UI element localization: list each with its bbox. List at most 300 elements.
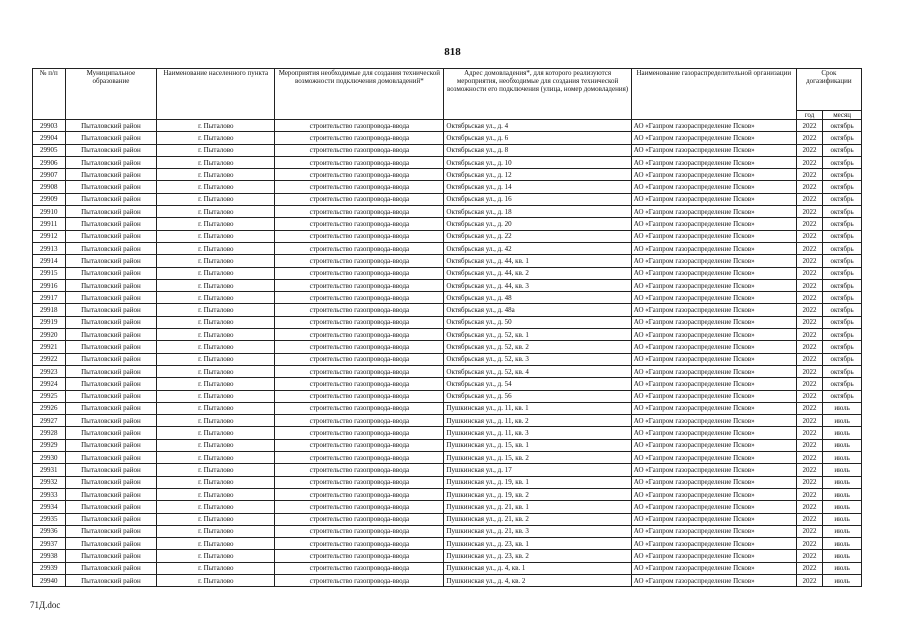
header-address: Адрес домовладения*, для которого реализуются мероприятия, необходимые для создания технической возможности его подключения (улица, номер домовладения) [444, 69, 631, 120]
cell-address: Пушкинская ул., д. 21, кв. 3 [444, 525, 631, 537]
cell-num: 29917 [33, 292, 66, 304]
cell-measure: строительство газопровода-ввода [275, 378, 444, 390]
cell-num: 29905 [33, 144, 66, 156]
table-row [33, 181, 862, 193]
table-row [33, 255, 862, 267]
cell-municipality: Пыталовский район [65, 378, 157, 390]
cell-organization: АО «Газпром газораспределение Псков» [631, 390, 796, 402]
cell-settlement: г. Пыталово [157, 513, 275, 525]
table-row [33, 169, 862, 181]
cell-year: 2022 [796, 242, 822, 254]
cell-address: Октябрьская ул., д. 8 [444, 144, 631, 156]
cell-measure: строительство газопровода-ввода [275, 488, 444, 500]
cell-measure: строительство газопровода-ввода [275, 267, 444, 279]
cell-municipality: Пыталовский район [65, 452, 157, 464]
cell-month: октябрь [823, 242, 862, 254]
cell-year: 2022 [796, 206, 822, 218]
cell-num: 29906 [33, 156, 66, 168]
table-row [33, 120, 862, 132]
table-row [33, 476, 862, 488]
cell-year: 2022 [796, 218, 822, 230]
cell-month: октябрь [823, 132, 862, 144]
cell-settlement: г. Пыталово [157, 341, 275, 353]
cell-municipality: Пыталовский район [65, 206, 157, 218]
cell-measure: строительство газопровода-ввода [275, 169, 444, 181]
cell-settlement: г. Пыталово [157, 267, 275, 279]
cell-year: 2022 [796, 353, 822, 365]
cell-measure: строительство газопровода-ввода [275, 181, 444, 193]
cell-year: 2022 [796, 193, 822, 205]
cell-month: октябрь [823, 206, 862, 218]
cell-measure: строительство газопровода-ввода [275, 439, 444, 451]
cell-municipality: Пыталовский район [65, 230, 157, 242]
cell-measure: строительство газопровода-ввода [275, 402, 444, 414]
cell-num: 29930 [33, 452, 66, 464]
cell-num: 29925 [33, 390, 66, 402]
cell-settlement: г. Пыталово [157, 329, 275, 341]
cell-address: Октябрьская ул., д. 54 [444, 378, 631, 390]
cell-year: 2022 [796, 476, 822, 488]
table-row [33, 292, 862, 304]
header-num: № п/п [33, 69, 66, 120]
cell-measure: строительство газопровода-ввода [275, 464, 444, 476]
cell-settlement: г. Пыталово [157, 550, 275, 562]
cell-municipality: Пыталовский район [65, 402, 157, 414]
cell-organization: АО «Газпром газораспределение Псков» [631, 267, 796, 279]
cell-municipality: Пыталовский район [65, 415, 157, 427]
cell-measure: строительство газопровода-ввода [275, 538, 444, 550]
cell-municipality: Пыталовский район [65, 304, 157, 316]
cell-month: июль [823, 562, 862, 574]
cell-measure: строительство газопровода-ввода [275, 415, 444, 427]
table-row [33, 562, 862, 574]
cell-organization: АО «Газпром газораспределение Псков» [631, 538, 796, 550]
cell-num: 29931 [33, 464, 66, 476]
table-body [33, 120, 862, 587]
table-row [33, 513, 862, 525]
cell-municipality: Пыталовский район [65, 476, 157, 488]
cell-municipality: Пыталовский район [65, 316, 157, 328]
cell-month: октябрь [823, 144, 862, 156]
table-row [33, 501, 862, 513]
cell-num: 29926 [33, 402, 66, 414]
cell-organization: АО «Газпром газораспределение Псков» [631, 120, 796, 132]
cell-year: 2022 [796, 562, 822, 574]
cell-month: октябрь [823, 218, 862, 230]
cell-year: 2022 [796, 267, 822, 279]
cell-month: октябрь [823, 279, 862, 291]
cell-organization: АО «Газпром газораспределение Псков» [631, 292, 796, 304]
cell-address: Пушкинская ул., д. 15, кв. 1 [444, 439, 631, 451]
cell-settlement: г. Пыталово [157, 169, 275, 181]
cell-month: октябрь [823, 193, 862, 205]
cell-municipality: Пыталовский район [65, 169, 157, 181]
table-row [33, 378, 862, 390]
cell-municipality: Пыталовский район [65, 156, 157, 168]
cell-address: Пушкинская ул., д. 19, кв. 1 [444, 476, 631, 488]
cell-month: октябрь [823, 365, 862, 377]
cell-organization: АО «Газпром газораспределение Псков» [631, 169, 796, 181]
cell-organization: АО «Газпром газораспределение Псков» [631, 378, 796, 390]
cell-measure: строительство газопровода-ввода [275, 452, 444, 464]
table-row [33, 279, 862, 291]
cell-settlement: г. Пыталово [157, 132, 275, 144]
cell-num: 29922 [33, 353, 66, 365]
cell-address: Пушкинская ул., д. 4, кв. 1 [444, 562, 631, 574]
cell-measure: строительство газопровода-ввода [275, 525, 444, 537]
cell-measure: строительство газопровода-ввода [275, 316, 444, 328]
cell-month: июль [823, 513, 862, 525]
cell-municipality: Пыталовский район [65, 181, 157, 193]
document-filename: 71Д.doc [30, 600, 61, 610]
table-row [33, 193, 862, 205]
header-month: месяц [823, 111, 862, 120]
cell-num: 29939 [33, 562, 66, 574]
cell-month: октябрь [823, 341, 862, 353]
cell-num: 29940 [33, 574, 66, 586]
cell-municipality: Пыталовский район [65, 562, 157, 574]
table-row [33, 574, 862, 586]
cell-measure: строительство газопровода-ввода [275, 562, 444, 574]
cell-municipality: Пыталовский район [65, 242, 157, 254]
cell-settlement: г. Пыталово [157, 156, 275, 168]
cell-address: Октябрьская ул., д. 6 [444, 132, 631, 144]
cell-year: 2022 [796, 365, 822, 377]
cell-settlement: г. Пыталово [157, 562, 275, 574]
cell-municipality: Пыталовский район [65, 255, 157, 267]
cell-settlement: г. Пыталово [157, 144, 275, 156]
cell-month: октябрь [823, 353, 862, 365]
cell-settlement: г. Пыталово [157, 292, 275, 304]
cell-municipality: Пыталовский район [65, 218, 157, 230]
table-row [33, 402, 862, 414]
cell-num: 29903 [33, 120, 66, 132]
table-row [33, 452, 862, 464]
cell-settlement: г. Пыталово [157, 427, 275, 439]
cell-settlement: г. Пыталово [157, 242, 275, 254]
cell-organization: АО «Газпром газораспределение Псков» [631, 255, 796, 267]
cell-num: 29920 [33, 329, 66, 341]
cell-organization: АО «Газпром газораспределение Псков» [631, 144, 796, 156]
cell-num: 29915 [33, 267, 66, 279]
cell-address: Пушкинская ул., д. 23, кв. 2 [444, 550, 631, 562]
cell-month: июль [823, 464, 862, 476]
cell-month: октябрь [823, 329, 862, 341]
cell-organization: АО «Газпром газораспределение Псков» [631, 230, 796, 242]
cell-measure: строительство газопровода-ввода [275, 132, 444, 144]
cell-address: Октябрьская ул., д. 50 [444, 316, 631, 328]
cell-month: июль [823, 476, 862, 488]
cell-organization: АО «Газпром газораспределение Псков» [631, 452, 796, 464]
cell-measure: строительство газопровода-ввода [275, 353, 444, 365]
cell-address: Пушкинская ул., д. 4, кв. 2 [444, 574, 631, 586]
cell-month: июль [823, 452, 862, 464]
cell-organization: АО «Газпром газораспределение Псков» [631, 365, 796, 377]
header-measures: Мероприятия необходимые для создания технической возможности подключения домовладений* [275, 69, 444, 120]
cell-organization: АО «Газпром газораспределение Псков» [631, 464, 796, 476]
cell-num: 29916 [33, 279, 66, 291]
cell-year: 2022 [796, 415, 822, 427]
cell-address: Октябрьская ул., д. 56 [444, 390, 631, 402]
cell-address: Пушкинская ул., д. 21, кв. 1 [444, 501, 631, 513]
cell-measure: строительство газопровода-ввода [275, 329, 444, 341]
cell-address: Пушкинская ул., д. 11, кв. 1 [444, 402, 631, 414]
cell-year: 2022 [796, 464, 822, 476]
cell-year: 2022 [796, 181, 822, 193]
cell-measure: строительство газопровода-ввода [275, 279, 444, 291]
cell-address: Октябрьская ул., д. 14 [444, 181, 631, 193]
cell-organization: АО «Газпром газораспределение Псков» [631, 218, 796, 230]
cell-settlement: г. Пыталово [157, 390, 275, 402]
cell-num: 29913 [33, 242, 66, 254]
cell-measure: строительство газопровода-ввода [275, 193, 444, 205]
cell-municipality: Пыталовский район [65, 193, 157, 205]
cell-year: 2022 [796, 156, 822, 168]
cell-address: Октябрьская ул., д. 18 [444, 206, 631, 218]
cell-organization: АО «Газпром газораспределение Псков» [631, 415, 796, 427]
cell-measure: строительство газопровода-ввода [275, 390, 444, 402]
cell-address: Пушкинская ул., д. 11, кв. 2 [444, 415, 631, 427]
cell-settlement: г. Пыталово [157, 181, 275, 193]
cell-num: 29928 [33, 427, 66, 439]
cell-year: 2022 [796, 255, 822, 267]
cell-year: 2022 [796, 120, 822, 132]
cell-organization: АО «Газпром газораспределение Псков» [631, 206, 796, 218]
cell-measure: строительство газопровода-ввода [275, 144, 444, 156]
table-row [33, 525, 862, 537]
cell-organization: АО «Газпром газораспределение Псков» [631, 156, 796, 168]
cell-organization: АО «Газпром газораспределение Псков» [631, 304, 796, 316]
cell-settlement: г. Пыталово [157, 120, 275, 132]
cell-address: Октябрьская ул., д. 44, кв. 3 [444, 279, 631, 291]
cell-num: 29907 [33, 169, 66, 181]
cell-year: 2022 [796, 488, 822, 500]
header-year: год [796, 111, 822, 120]
cell-num: 29923 [33, 365, 66, 377]
cell-year: 2022 [796, 329, 822, 341]
cell-settlement: г. Пыталово [157, 501, 275, 513]
cell-num: 29934 [33, 501, 66, 513]
table-row [33, 304, 862, 316]
table-row [33, 415, 862, 427]
table-row [33, 242, 862, 254]
cell-municipality: Пыталовский район [65, 353, 157, 365]
header-settlement: Наименование населенного пункта [157, 69, 275, 120]
cell-settlement: г. Пыталово [157, 353, 275, 365]
cell-settlement: г. Пыталово [157, 378, 275, 390]
cell-address: Пушкинская ул., д. 19, кв. 2 [444, 488, 631, 500]
cell-municipality: Пыталовский район [65, 550, 157, 562]
cell-address: Октябрьская ул., д. 52, кв. 2 [444, 341, 631, 353]
cell-address: Октябрьская ул., д. 4 [444, 120, 631, 132]
cell-municipality: Пыталовский район [65, 132, 157, 144]
cell-organization: АО «Газпром газораспределение Псков» [631, 341, 796, 353]
cell-month: октябрь [823, 304, 862, 316]
cell-measure: строительство газопровода-ввода [275, 476, 444, 488]
cell-month: октябрь [823, 255, 862, 267]
cell-measure: строительство газопровода-ввода [275, 255, 444, 267]
cell-year: 2022 [796, 292, 822, 304]
cell-measure: строительство газопровода-ввода [275, 501, 444, 513]
cell-month: октябрь [823, 169, 862, 181]
cell-municipality: Пыталовский район [65, 279, 157, 291]
cell-measure: строительство газопровода-ввода [275, 120, 444, 132]
cell-year: 2022 [796, 427, 822, 439]
cell-month: июль [823, 439, 862, 451]
table-row [33, 206, 862, 218]
cell-settlement: г. Пыталово [157, 218, 275, 230]
cell-num: 29933 [33, 488, 66, 500]
cell-organization: АО «Газпром газораспределение Псков» [631, 574, 796, 586]
cell-num: 29938 [33, 550, 66, 562]
cell-settlement: г. Пыталово [157, 304, 275, 316]
cell-settlement: г. Пыталово [157, 476, 275, 488]
table-row [33, 156, 862, 168]
cell-num: 29935 [33, 513, 66, 525]
cell-num: 29919 [33, 316, 66, 328]
cell-year: 2022 [796, 390, 822, 402]
cell-year: 2022 [796, 513, 822, 525]
cell-month: октябрь [823, 292, 862, 304]
cell-measure: строительство газопровода-ввода [275, 550, 444, 562]
cell-measure: строительство газопровода-ввода [275, 365, 444, 377]
cell-year: 2022 [796, 316, 822, 328]
cell-year: 2022 [796, 538, 822, 550]
cell-year: 2022 [796, 550, 822, 562]
cell-num: 29932 [33, 476, 66, 488]
cell-settlement: г. Пыталово [157, 488, 275, 500]
cell-year: 2022 [796, 144, 822, 156]
cell-municipality: Пыталовский район [65, 501, 157, 513]
cell-municipality: Пыталовский район [65, 439, 157, 451]
gasification-table [32, 68, 862, 587]
cell-address: Пушкинская ул., д. 15, кв. 2 [444, 452, 631, 464]
cell-measure: строительство газопровода-ввода [275, 292, 444, 304]
table-row [33, 218, 862, 230]
cell-year: 2022 [796, 378, 822, 390]
table-row [33, 464, 862, 476]
cell-year: 2022 [796, 525, 822, 537]
cell-address: Пушкинская ул., д. 11, кв. 3 [444, 427, 631, 439]
cell-municipality: Пыталовский район [65, 513, 157, 525]
cell-month: июль [823, 525, 862, 537]
cell-num: 29918 [33, 304, 66, 316]
cell-address: Октябрьская ул., д. 48а [444, 304, 631, 316]
table-row [33, 132, 862, 144]
table-row [33, 488, 862, 500]
cell-month: октябрь [823, 156, 862, 168]
cell-organization: АО «Газпром газораспределение Псков» [631, 329, 796, 341]
cell-organization: АО «Газпром газораспределение Псков» [631, 316, 796, 328]
cell-municipality: Пыталовский район [65, 427, 157, 439]
cell-num: 29909 [33, 193, 66, 205]
cell-settlement: г. Пыталово [157, 415, 275, 427]
table-row [33, 329, 862, 341]
cell-municipality: Пыталовский район [65, 292, 157, 304]
cell-organization: АО «Газпром газораспределение Псков» [631, 242, 796, 254]
cell-address: Октябрьская ул., д. 16 [444, 193, 631, 205]
cell-organization: АО «Газпром газораспределение Псков» [631, 501, 796, 513]
cell-municipality: Пыталовский район [65, 365, 157, 377]
cell-year: 2022 [796, 230, 822, 242]
table-row [33, 353, 862, 365]
table-row [33, 538, 862, 550]
table-row [33, 550, 862, 562]
cell-municipality: Пыталовский район [65, 464, 157, 476]
cell-month: июль [823, 538, 862, 550]
cell-month: июль [823, 550, 862, 562]
cell-month: октябрь [823, 120, 862, 132]
cell-address: Октябрьская ул., д. 44, кв. 1 [444, 255, 631, 267]
table-row [33, 365, 862, 377]
cell-year: 2022 [796, 169, 822, 181]
cell-organization: АО «Газпром газораспределение Псков» [631, 353, 796, 365]
cell-num: 29927 [33, 415, 66, 427]
cell-year: 2022 [796, 439, 822, 451]
cell-settlement: г. Пыталово [157, 525, 275, 537]
cell-settlement: г. Пыталово [157, 279, 275, 291]
cell-organization: АО «Газпром газораспределение Псков» [631, 132, 796, 144]
cell-organization: АО «Газпром газораспределение Псков» [631, 193, 796, 205]
table-row [33, 230, 862, 242]
cell-num: 29936 [33, 525, 66, 537]
cell-settlement: г. Пыталово [157, 464, 275, 476]
cell-year: 2022 [796, 279, 822, 291]
cell-settlement: г. Пыталово [157, 206, 275, 218]
cell-address: Октябрьская ул., д. 52, кв. 3 [444, 353, 631, 365]
cell-measure: строительство газопровода-ввода [275, 427, 444, 439]
cell-organization: АО «Газпром газораспределение Псков» [631, 513, 796, 525]
cell-measure: строительство газопровода-ввода [275, 156, 444, 168]
cell-year: 2022 [796, 501, 822, 513]
cell-settlement: г. Пыталово [157, 402, 275, 414]
cell-month: июль [823, 574, 862, 586]
cell-month: октябрь [823, 390, 862, 402]
cell-organization: АО «Газпром газораспределение Псков» [631, 439, 796, 451]
cell-municipality: Пыталовский район [65, 538, 157, 550]
cell-address: Октябрьская ул., д. 22 [444, 230, 631, 242]
cell-num: 29908 [33, 181, 66, 193]
cell-settlement: г. Пыталово [157, 538, 275, 550]
cell-num: 29904 [33, 132, 66, 144]
cell-address: Октябрьская ул., д. 42 [444, 242, 631, 254]
cell-measure: строительство газопровода-ввода [275, 218, 444, 230]
table-row [33, 427, 862, 439]
cell-municipality: Пыталовский район [65, 120, 157, 132]
cell-municipality: Пыталовский район [65, 525, 157, 537]
cell-address: Октябрьская ул., д. 12 [444, 169, 631, 181]
cell-month: октябрь [823, 230, 862, 242]
cell-settlement: г. Пыталово [157, 193, 275, 205]
cell-year: 2022 [796, 341, 822, 353]
cell-month: июль [823, 488, 862, 500]
cell-month: октябрь [823, 378, 862, 390]
cell-settlement: г. Пыталово [157, 452, 275, 464]
cell-address: Октябрьская ул., д. 48 [444, 292, 631, 304]
cell-num: 29910 [33, 206, 66, 218]
cell-settlement: г. Пыталово [157, 439, 275, 451]
cell-settlement: г. Пыталово [157, 574, 275, 586]
cell-organization: АО «Газпром газораспределение Псков» [631, 181, 796, 193]
cell-settlement: г. Пыталово [157, 316, 275, 328]
cell-measure: строительство газопровода-ввода [275, 341, 444, 353]
cell-month: июль [823, 501, 862, 513]
cell-address: Пушкинская ул., д. 21, кв. 2 [444, 513, 631, 525]
cell-address: Октябрьская ул., д. 10 [444, 156, 631, 168]
cell-month: июль [823, 427, 862, 439]
cell-organization: АО «Газпром газораспределение Псков» [631, 488, 796, 500]
cell-municipality: Пыталовский район [65, 488, 157, 500]
